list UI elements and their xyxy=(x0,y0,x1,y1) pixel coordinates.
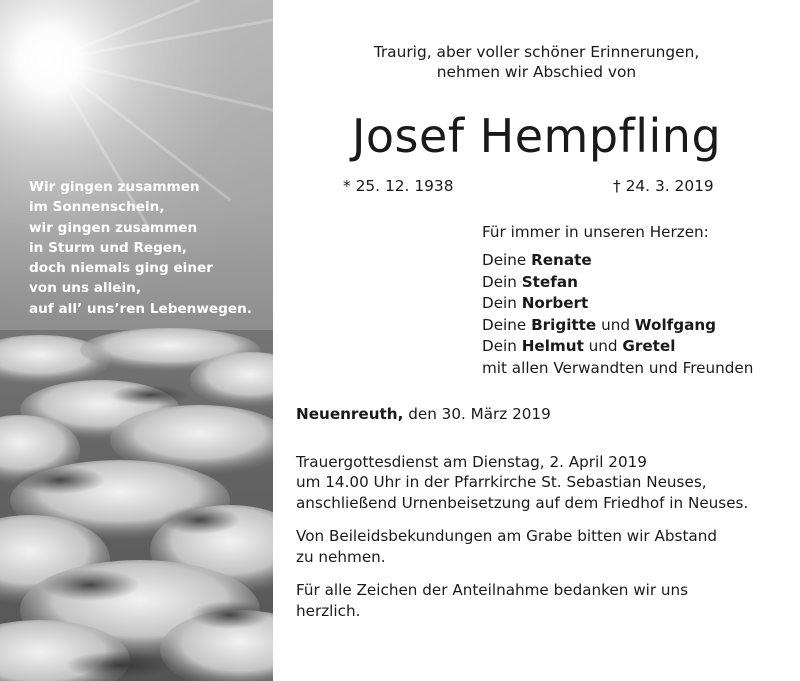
family-member xyxy=(482,272,753,294)
poem-line: auf all’ uns’ren Lebenwegen. xyxy=(29,300,252,317)
member-name: Stefan xyxy=(521,272,578,291)
member-name: Brigitte xyxy=(531,315,597,334)
family-member xyxy=(482,293,753,315)
sky-clouds-image xyxy=(0,0,273,681)
poem-line: doch niemals ging einer xyxy=(29,260,213,277)
member-joiner: und xyxy=(601,315,630,334)
family-member xyxy=(482,315,753,337)
member-name: Wolfgang xyxy=(634,315,717,334)
family-member xyxy=(482,336,753,358)
death-date: † 24. 3. 2019 xyxy=(613,177,714,195)
member-prefix: Dein xyxy=(482,294,517,312)
service-line: um 14.00 Uhr in der Pfarrkirche St. Sebastian Neuses, xyxy=(296,473,707,491)
birth-date: * 25. 12. 1938 xyxy=(343,177,454,195)
notice-text-column xyxy=(273,0,800,681)
notice-date: den 30. März 2019 xyxy=(408,405,551,423)
service-line: Trauergottesdienst am Dienstag, 2. April 2019 xyxy=(296,453,647,471)
member-prefix: Dein xyxy=(482,272,517,291)
family-closing: mit allen Verwandten und Freunden xyxy=(482,358,754,377)
member-prefix: Deine xyxy=(482,251,527,269)
place-date xyxy=(296,404,551,424)
poem-line: in Sturm und Regen, xyxy=(29,239,187,256)
member-name: Gretel xyxy=(622,337,676,355)
thanks-line: herzlich. xyxy=(296,602,361,620)
member-name: Helmut xyxy=(521,337,584,355)
intro-line: Traurig, aber voller schöner Erinnerungen, xyxy=(373,43,700,61)
poem-line: Wir gingen zusammen xyxy=(29,179,200,195)
member-joiner: und xyxy=(588,337,618,355)
member-prefix: Dein xyxy=(482,337,517,355)
family-member xyxy=(482,250,753,272)
poem-text xyxy=(29,177,252,319)
thanks-line: Für alle Zeichen der Anteilnahme bedanken wir uns xyxy=(296,581,689,599)
member-name: Renate xyxy=(531,251,592,269)
family-list xyxy=(482,250,753,379)
member-prefix: Deine xyxy=(482,315,527,334)
intro-line: nehmen wir Abschied von xyxy=(436,63,637,81)
condolences-line: Von Beileidsbekundungen am Grabe bitten wir Abstand xyxy=(296,527,717,545)
sky-clouds-illustration xyxy=(0,0,273,681)
condolences-line: zu nehmen. xyxy=(296,548,386,566)
member-name: Norbert xyxy=(521,294,589,312)
poem-line: im Sonnenschein, xyxy=(29,199,165,216)
family-heading: Für immer in unseren Herzen: xyxy=(482,223,709,241)
poem-line: wir gingen zusammen xyxy=(29,219,198,236)
poem-line: von uns allein, xyxy=(29,280,142,297)
deceased-name: Josef Hempfling xyxy=(351,109,722,163)
place: Neuenreuth, xyxy=(296,405,404,423)
service-line: anschließend Urnenbeisetzung auf dem Friedhof in Neuses. xyxy=(296,494,749,512)
